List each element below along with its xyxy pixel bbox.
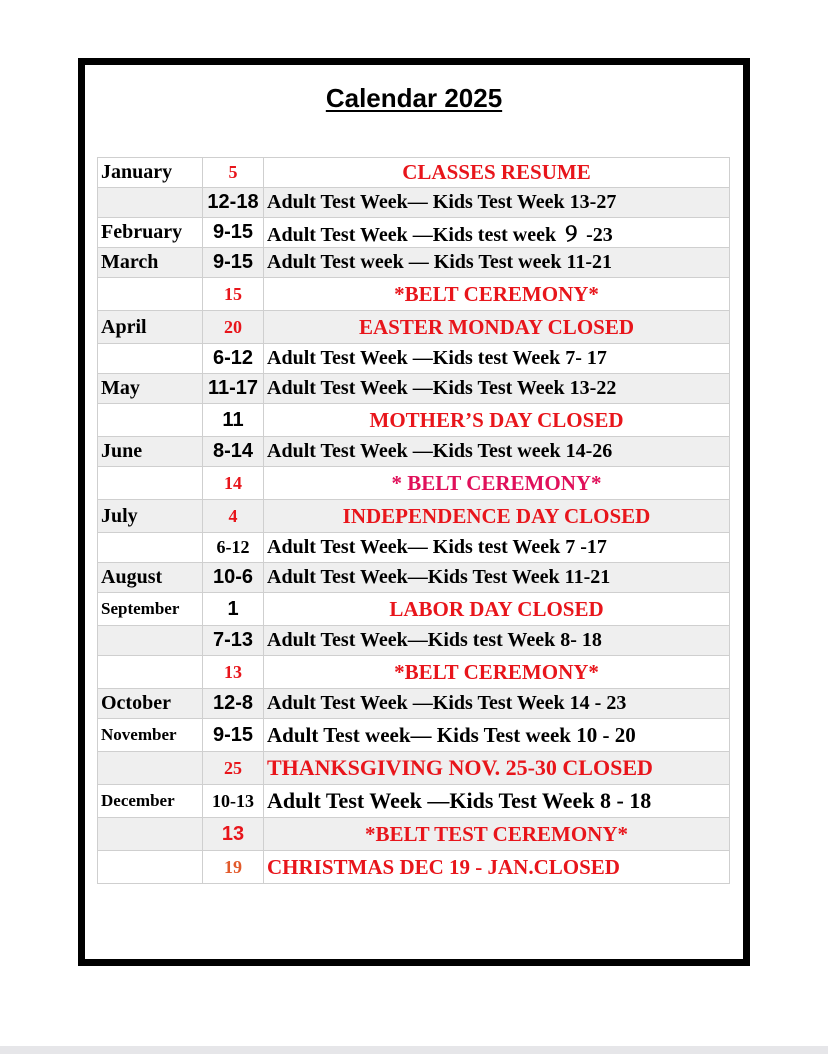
table-row [98,404,730,437]
event-cell: *BELT TEST CEREMONY* [264,818,730,851]
page-bottom-strip [0,1046,828,1054]
month-cell [98,278,203,311]
table-row [98,374,730,404]
month-cell: December [98,785,203,818]
dates-cell: 1 [203,593,264,626]
dates-cell: 15 [203,278,264,311]
event-cell: Adult Test week— Kids Test week 10 - 20 [264,719,730,752]
event-cell: Adult Test Week —Kids Test Week 14 - 23 [264,689,730,719]
event-cell: * BELT CEREMONY* [264,467,730,500]
dates-cell: 13 [203,818,264,851]
table-row [98,218,730,248]
dates-cell: 25 [203,752,264,785]
calendar-page [78,58,750,966]
event-cell: Adult Test Week —Kids test Week 7- 17 [264,344,730,374]
dates-cell: 13 [203,656,264,689]
table-row [98,719,730,752]
month-cell [98,626,203,656]
dates-cell: 12-8 [203,689,264,719]
month-cell [98,656,203,689]
table-row [98,689,730,719]
table-row [98,626,730,656]
month-cell [98,851,203,884]
month-cell: May [98,374,203,404]
dates-cell: 20 [203,311,264,344]
dates-cell: 11-17 [203,374,264,404]
event-cell: CLASSES RESUME [264,158,730,188]
month-cell [98,818,203,851]
table-row [98,752,730,785]
dates-cell: 9-15 [203,218,264,248]
calendar-table [97,157,730,884]
event-cell: Adult Test Week— Kids Test Week 13-27 [264,188,730,218]
dates-cell: 5 [203,158,264,188]
event-cell: LABOR DAY CLOSED [264,593,730,626]
table-row [98,344,730,374]
month-cell: September [98,593,203,626]
dates-cell: 12-18 [203,188,264,218]
month-cell [98,467,203,500]
month-cell [98,188,203,218]
month-cell [98,752,203,785]
event-cell: Adult Test Week—Kids test Week 8- 18 [264,626,730,656]
dates-cell: 6-12 [203,533,264,563]
event-cell: THANKSGIVING NOV. 25-30 CLOSED [264,752,730,785]
month-cell: November [98,719,203,752]
table-row [98,500,730,533]
event-cell: Adult Test Week —Kids Test week 14-26 [264,437,730,467]
month-cell [98,533,203,563]
month-cell: August [98,563,203,593]
dates-cell: 4 [203,500,264,533]
event-cell: INDEPENDENCE DAY CLOSED [264,500,730,533]
table-row [98,656,730,689]
table-row [98,593,730,626]
event-cell: Adult Test Week— Kids test Week 7 -17 [264,533,730,563]
table-row [98,818,730,851]
table-row [98,278,730,311]
page-title: Calendar 2025 [325,83,503,113]
month-cell: April [98,311,203,344]
table-row [98,533,730,563]
event-cell: Adult Test week — Kids Test week 11-21 [264,248,730,278]
month-cell: October [98,689,203,719]
event-cell: Adult Test Week —Kids test week ９ -23 [264,218,730,248]
month-cell: February [98,218,203,248]
table-row [98,785,730,818]
dates-cell: 6-12 [203,344,264,374]
event-cell: MOTHER’S DAY CLOSED [264,404,730,437]
event-cell: Adult Test Week —Kids Test Week 13-22 [264,374,730,404]
dates-cell: 7-13 [203,626,264,656]
table-row [98,467,730,500]
dates-cell: 14 [203,467,264,500]
table-row [98,563,730,593]
month-cell: March [98,248,203,278]
dates-cell: 19 [203,851,264,884]
event-cell: *BELT CEREMONY* [264,656,730,689]
dates-cell: 8-14 [203,437,264,467]
table-row [98,311,730,344]
month-cell: January [98,158,203,188]
month-cell [98,404,203,437]
table-row [98,851,730,884]
dates-cell: 10-6 [203,563,264,593]
table-row [98,437,730,467]
event-cell: CHRISTMAS DEC 19 - JAN.CLOSED [264,851,730,884]
event-cell: *BELT CEREMONY* [264,278,730,311]
dates-cell: 9-15 [203,719,264,752]
table-row [98,188,730,218]
dates-cell: 11 [203,404,264,437]
event-cell: Adult Test Week —Kids Test Week 8 - 18 [264,785,730,818]
table-row [98,158,730,188]
table-row [98,248,730,278]
event-cell: Adult Test Week—Kids Test Week 11-21 [264,563,730,593]
dates-cell: 10-13 [203,785,264,818]
month-cell: June [98,437,203,467]
event-cell: EASTER MONDAY CLOSED [264,311,730,344]
dates-cell: 9-15 [203,248,264,278]
month-cell: July [98,500,203,533]
month-cell [98,344,203,374]
